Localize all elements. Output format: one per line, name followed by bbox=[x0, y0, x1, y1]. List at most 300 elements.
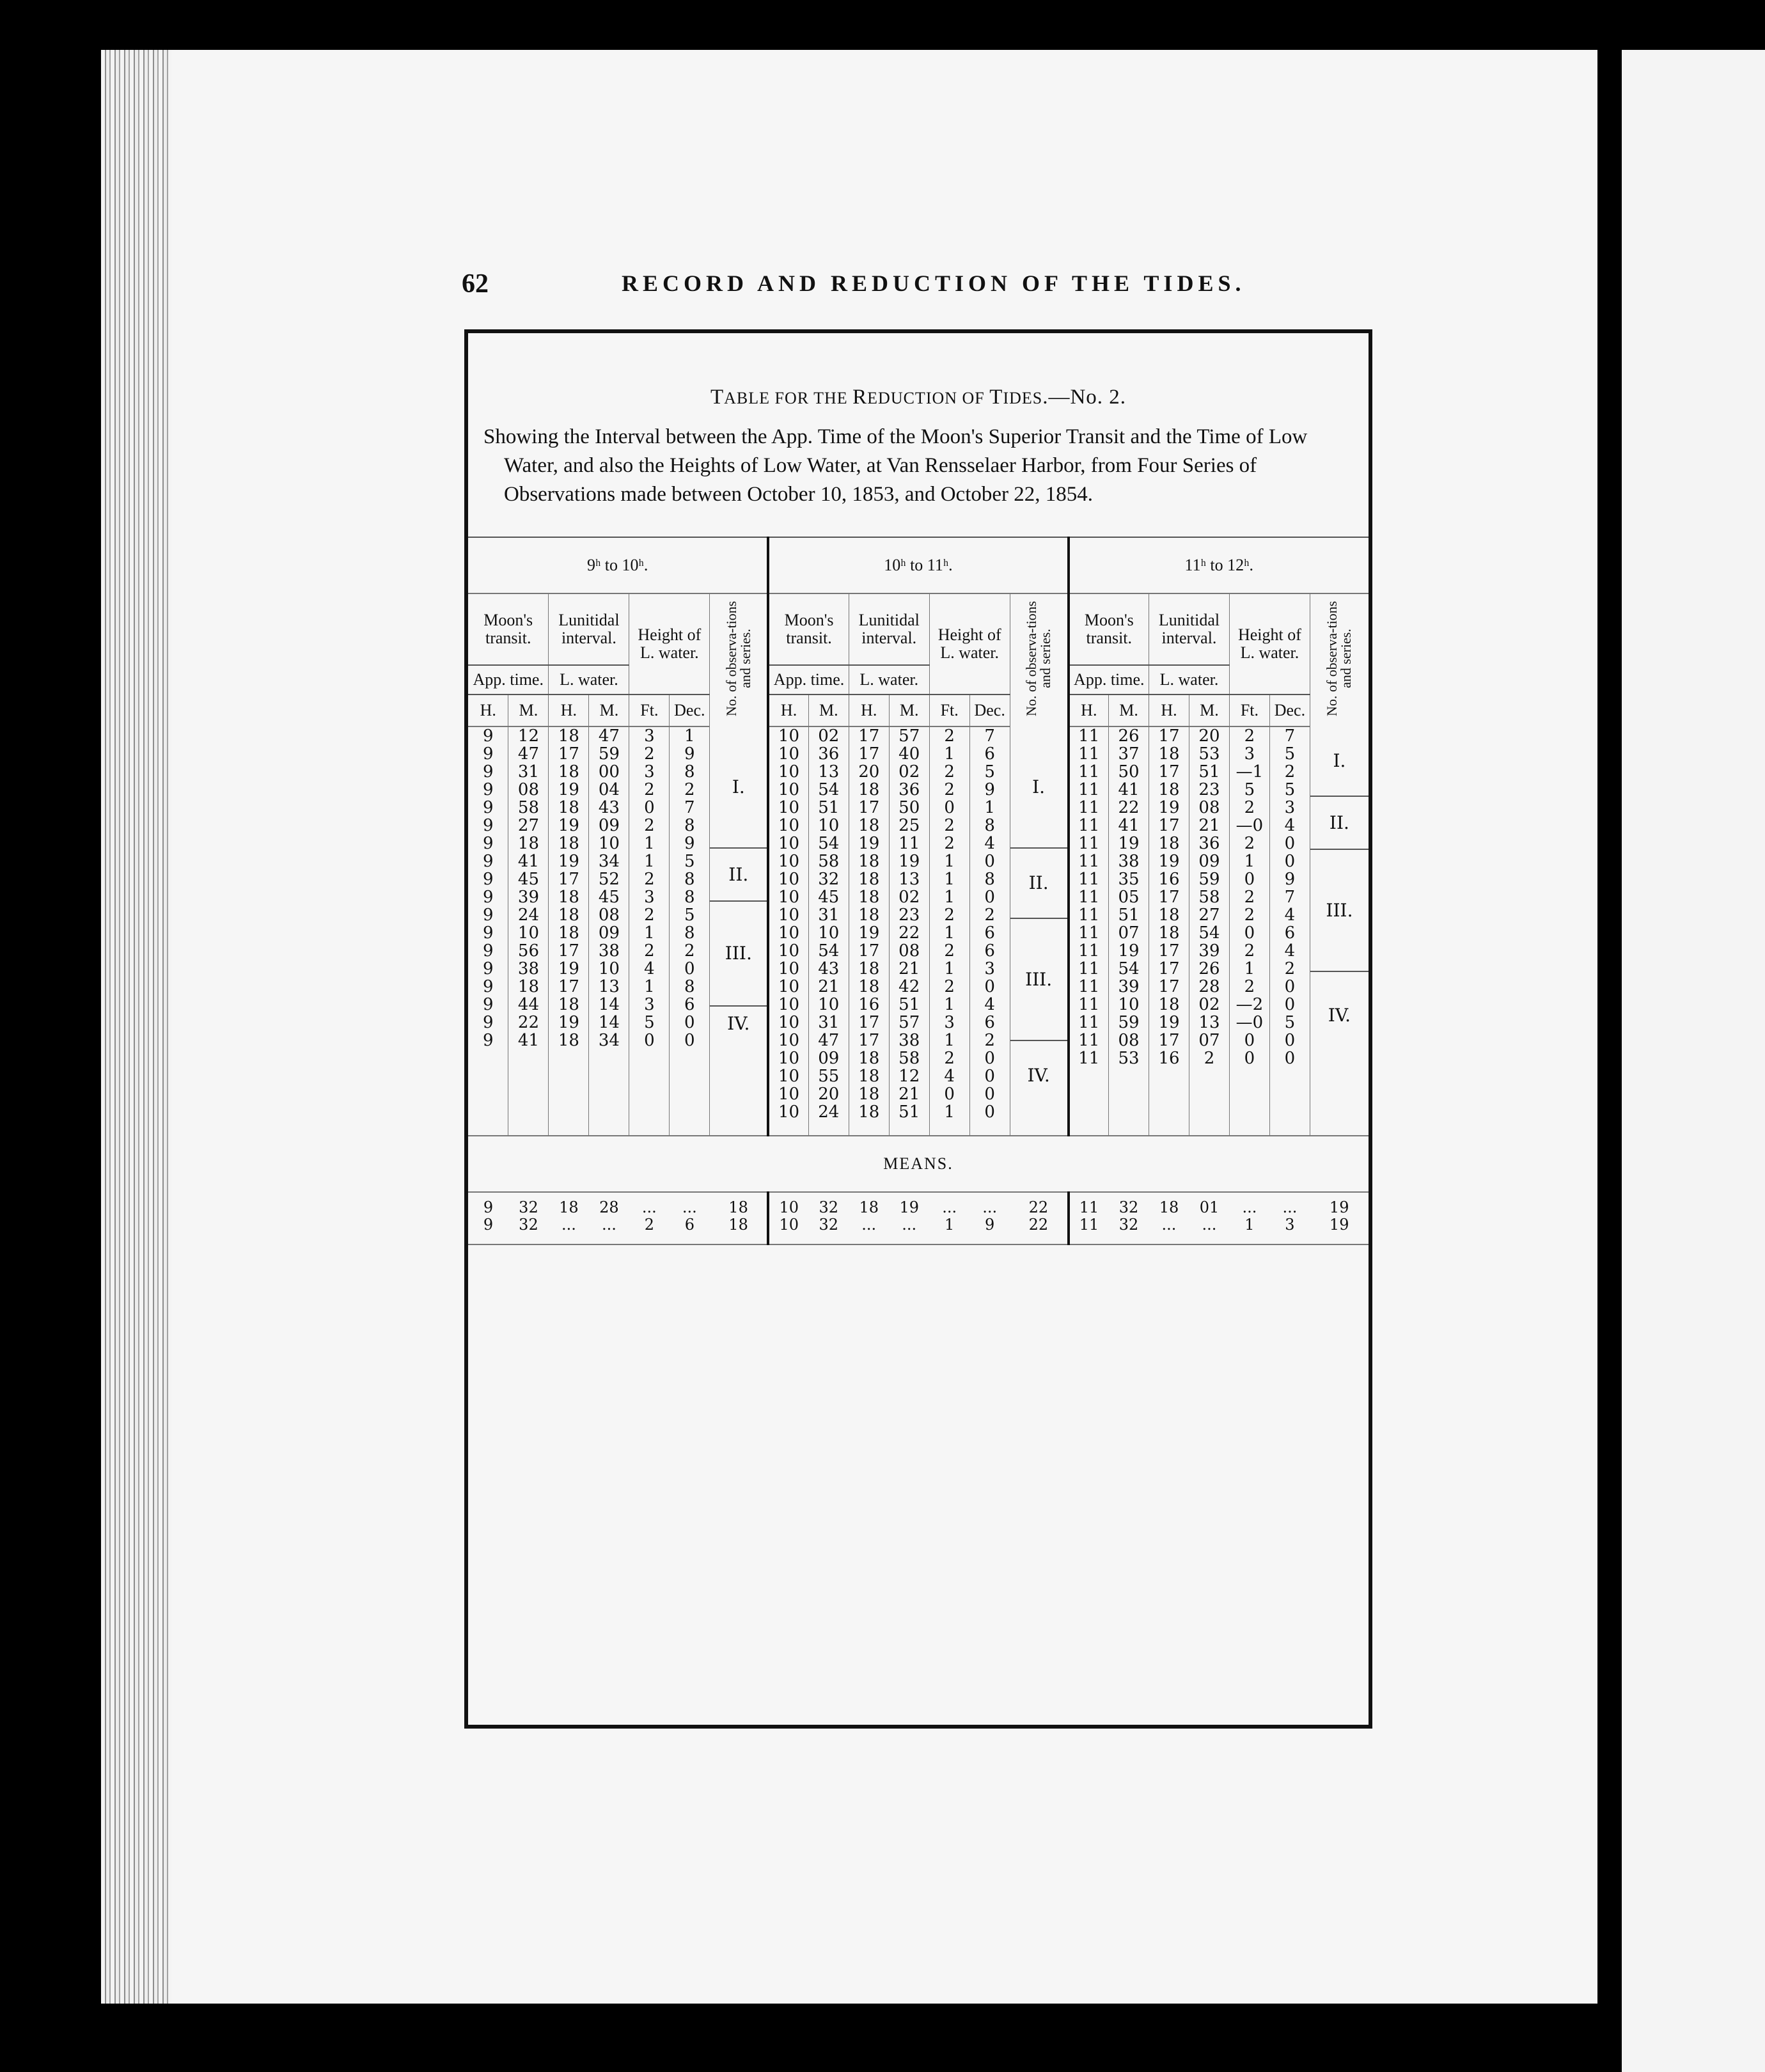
table-cell: 5 bbox=[1284, 744, 1296, 764]
table-cell: 18 bbox=[558, 762, 579, 781]
means-cell: 9 bbox=[483, 1216, 494, 1234]
table-cell: 1 bbox=[944, 1031, 955, 1050]
group-title: 9ʰ to 10ʰ. bbox=[468, 537, 768, 593]
unit-dec: Dec. bbox=[969, 695, 1010, 726]
table-cell: 9 bbox=[482, 1031, 494, 1050]
spacer bbox=[549, 1121, 589, 1136]
table-cell: 8 bbox=[684, 888, 695, 907]
table-cell: 41 bbox=[1118, 816, 1140, 835]
table-cell: 17 bbox=[858, 798, 880, 817]
table-cell: 18 bbox=[558, 1031, 579, 1050]
table-cell: 0 bbox=[1284, 995, 1296, 1014]
table-cell: 37 bbox=[1118, 744, 1140, 764]
spacer bbox=[849, 1234, 889, 1244]
table-cell: 10 bbox=[818, 995, 840, 1014]
table-cell: 22 bbox=[1118, 798, 1140, 817]
table-cell: —0 bbox=[1236, 816, 1264, 835]
table-cell: 18 bbox=[858, 906, 880, 925]
data-column bbox=[1069, 726, 1109, 1121]
table-cell: 08 bbox=[898, 941, 920, 961]
facing-page bbox=[1622, 50, 1765, 2072]
table-cell: 58 bbox=[1198, 888, 1220, 907]
table-cell: 02 bbox=[1198, 995, 1220, 1014]
data-column bbox=[768, 726, 808, 1121]
table-cell: 18 bbox=[558, 906, 579, 925]
table-cell: 3 bbox=[644, 762, 655, 781]
table-cell: 0 bbox=[1244, 923, 1255, 943]
table-caption: Showing the Interval between the App. Time of the Moon's Superior Transit and the Time of Low Water, and also the Heights of Low Water, at Van Rensselaer Harbor, from Four Series of Observations made between October 10, 1853, and October 22, 1854. bbox=[483, 425, 1308, 506]
series-label: II. bbox=[710, 847, 767, 900]
means-cell: 3 bbox=[1285, 1216, 1295, 1234]
table-cell: 10 bbox=[818, 923, 840, 943]
table-cell: 18 bbox=[558, 726, 579, 746]
spacer bbox=[1069, 1121, 1109, 1136]
data-column bbox=[549, 726, 589, 1121]
table-cell: 54 bbox=[1198, 923, 1220, 943]
unit-ft: Ft. bbox=[1229, 695, 1269, 726]
table-cell: 13 bbox=[598, 977, 620, 996]
table-cell: 1 bbox=[1244, 852, 1255, 871]
table-cell: 2 bbox=[644, 870, 655, 889]
table-cell: 11 bbox=[1078, 834, 1100, 853]
table-cell: 31 bbox=[818, 1013, 840, 1032]
table-cell: 2 bbox=[684, 941, 695, 961]
no-observations-header: No. of observa-tions and series. bbox=[1010, 593, 1068, 726]
table-cell: 34 bbox=[598, 852, 620, 871]
means-cell: ... bbox=[1242, 1198, 1257, 1216]
table-cell: 2 bbox=[1244, 906, 1255, 925]
table-frame bbox=[464, 329, 1372, 1729]
table-cell: 19 bbox=[558, 780, 579, 799]
means-cell: 18 bbox=[1159, 1198, 1179, 1216]
table-cell: 11 bbox=[1078, 870, 1100, 889]
table-cell: 41 bbox=[517, 852, 539, 871]
table-cell: 21 bbox=[1198, 816, 1220, 835]
table-cell: 17 bbox=[858, 1013, 880, 1032]
table-cell: 17 bbox=[858, 1031, 880, 1050]
table-cell: 10 bbox=[517, 923, 539, 943]
table-cell: 18 bbox=[1158, 923, 1180, 943]
table-cell: 02 bbox=[898, 762, 920, 781]
table-cell: 18 bbox=[1158, 834, 1180, 853]
data-column bbox=[670, 726, 710, 1121]
table-cell: 0 bbox=[684, 1031, 695, 1050]
table-cell: 04 bbox=[598, 780, 620, 799]
table-title: TABLE FOR THE REDUCTION OF TIDES.—No. 2. bbox=[710, 386, 1127, 409]
table-cell: 19 bbox=[558, 959, 579, 978]
table-cell: 14 bbox=[598, 1013, 620, 1032]
unit-m: M. bbox=[589, 695, 629, 726]
table-cell: 32 bbox=[818, 870, 840, 889]
table-cell: 2 bbox=[944, 762, 955, 781]
table-cell: 5 bbox=[1284, 780, 1296, 799]
table-cell: 5 bbox=[684, 852, 695, 871]
means-cell: 32 bbox=[519, 1216, 538, 1234]
table-cell: 11 bbox=[1078, 816, 1100, 835]
table-cell: 1 bbox=[944, 888, 955, 907]
table-cell: 3 bbox=[1244, 744, 1255, 764]
table-cell: 54 bbox=[818, 941, 840, 961]
table-cell: 18 bbox=[1158, 780, 1180, 799]
table-cell: 3 bbox=[1284, 798, 1296, 817]
table-cell: 2 bbox=[1244, 941, 1255, 961]
height-low-water-header: Height of L. water. bbox=[1229, 593, 1310, 695]
no-observations-header: No. of observa-tions and series. bbox=[710, 593, 769, 726]
table-cell: 19 bbox=[558, 1013, 579, 1032]
table-cell: 18 bbox=[558, 923, 579, 943]
height-low-water-header: Height of L. water. bbox=[929, 593, 1010, 695]
table-cell: 54 bbox=[1118, 959, 1140, 978]
table-cell: 4 bbox=[1284, 941, 1296, 961]
spacer bbox=[1310, 1234, 1369, 1244]
table-cell: 17 bbox=[558, 744, 579, 764]
table-cell: 39 bbox=[1118, 977, 1140, 996]
spacer bbox=[808, 1121, 849, 1136]
table-cell: 17 bbox=[1158, 726, 1180, 746]
means-cell: 18 bbox=[559, 1198, 579, 1216]
spacer bbox=[1109, 1121, 1149, 1136]
means-cell: 2 bbox=[644, 1216, 654, 1234]
data-column bbox=[1109, 726, 1149, 1121]
table-cell: 18 bbox=[517, 977, 539, 996]
table-cell: 10 bbox=[778, 941, 800, 961]
table-cell: 10 bbox=[778, 888, 800, 907]
group-title: 10ʰ to 11ʰ. bbox=[768, 537, 1068, 593]
table-cell: 17 bbox=[1158, 816, 1180, 835]
spacer bbox=[889, 1234, 929, 1244]
unit-dec: Dec. bbox=[670, 695, 710, 726]
spacer bbox=[589, 1234, 629, 1244]
series-label: II. bbox=[1010, 847, 1067, 918]
spacer bbox=[929, 1234, 969, 1244]
table-cell: 2 bbox=[684, 780, 695, 799]
table-cell: 1 bbox=[644, 852, 655, 871]
table-cell: 13 bbox=[898, 870, 920, 889]
table-cell: 4 bbox=[1284, 906, 1296, 925]
table-cell: 9 bbox=[482, 762, 494, 781]
table-cell: 6 bbox=[984, 941, 995, 961]
table-cell: 16 bbox=[1158, 1049, 1180, 1068]
means-cell: ... bbox=[1202, 1216, 1217, 1234]
means-cell: 28 bbox=[599, 1198, 619, 1216]
table-cell: 39 bbox=[517, 888, 539, 907]
table-cell: 0 bbox=[1284, 834, 1296, 853]
table-cell: 11 bbox=[1078, 1013, 1100, 1032]
table-cell: 16 bbox=[1158, 870, 1180, 889]
table-cell: 10 bbox=[778, 959, 800, 978]
table-cell: 7 bbox=[1284, 888, 1296, 907]
spacer bbox=[629, 1234, 670, 1244]
table-cell: 07 bbox=[1118, 923, 1140, 943]
table-cell: 11 bbox=[1078, 923, 1100, 943]
table-cell: 11 bbox=[1078, 959, 1100, 978]
data-column bbox=[889, 726, 929, 1121]
spacer bbox=[1069, 1234, 1109, 1244]
spacer bbox=[549, 1234, 589, 1244]
table-cell: 42 bbox=[898, 977, 920, 996]
table-cell: 10 bbox=[778, 870, 800, 889]
table-cell: 1 bbox=[944, 959, 955, 978]
table-cell: 8 bbox=[684, 923, 695, 943]
table-cell: 20 bbox=[858, 762, 880, 781]
table-cell: 10 bbox=[598, 834, 620, 853]
table-cell: 51 bbox=[1118, 906, 1140, 925]
table-cell: 6 bbox=[984, 923, 995, 943]
means-cell: 1 bbox=[945, 1216, 955, 1234]
unit-m: M. bbox=[889, 695, 929, 726]
table-cell: 16 bbox=[858, 995, 880, 1014]
table-cell: 0 bbox=[984, 1049, 995, 1068]
table-cell: 5 bbox=[644, 1013, 655, 1032]
table-cell: 17 bbox=[1158, 762, 1180, 781]
spacer bbox=[849, 1121, 889, 1136]
spacer bbox=[969, 1234, 1010, 1244]
means-cell: 19 bbox=[899, 1198, 919, 1216]
table-cell: 11 bbox=[1078, 977, 1100, 996]
table-cell: 0 bbox=[684, 959, 695, 978]
unit-dec: Dec. bbox=[1269, 695, 1310, 726]
table-cell: 10 bbox=[778, 1031, 800, 1050]
table-cell: 59 bbox=[1198, 870, 1220, 889]
table-cell: 9 bbox=[482, 1013, 494, 1032]
table-cell: 1 bbox=[644, 923, 655, 943]
table-cell: 1 bbox=[1244, 959, 1255, 978]
table-cell: 43 bbox=[598, 798, 620, 817]
means-cell: 32 bbox=[1118, 1198, 1139, 1216]
table-cell: 45 bbox=[598, 888, 620, 907]
series-label: IV. bbox=[1310, 971, 1369, 1058]
table-cell: —2 bbox=[1236, 995, 1264, 1014]
table-cell: 0 bbox=[1284, 1031, 1296, 1050]
table-cell: 51 bbox=[818, 798, 840, 817]
table-cell: 08 bbox=[1198, 798, 1220, 817]
table-cell: 6 bbox=[684, 995, 695, 1014]
table-cell: 57 bbox=[898, 1013, 920, 1032]
spacer bbox=[929, 1121, 969, 1136]
table-cell: 3 bbox=[644, 726, 655, 746]
table-cell: 11 bbox=[1078, 762, 1100, 781]
table-cell: 18 bbox=[558, 798, 579, 817]
spacer bbox=[1229, 1234, 1269, 1244]
table-cell: 7 bbox=[984, 726, 995, 746]
table-cell: 3 bbox=[644, 888, 655, 907]
table-cell: 2 bbox=[1284, 959, 1296, 978]
means-cell: ... bbox=[942, 1198, 957, 1216]
spacer bbox=[1149, 1121, 1189, 1136]
spacer bbox=[1189, 1234, 1229, 1244]
table-cell: 09 bbox=[598, 816, 620, 835]
table-cell: 9 bbox=[482, 780, 494, 799]
table-cell: 51 bbox=[1198, 762, 1220, 781]
table-cell: 6 bbox=[984, 744, 995, 764]
table-cell: 2 bbox=[984, 906, 995, 925]
lunitidal-interval-header: Lunitidal interval. bbox=[849, 593, 929, 665]
page-edges bbox=[101, 50, 171, 2004]
table-cell: 1 bbox=[684, 726, 695, 746]
table-cell: 9 bbox=[482, 995, 494, 1014]
table-cell: 10 bbox=[778, 1049, 800, 1068]
table-cell: 9 bbox=[684, 834, 695, 853]
table-cell: 51 bbox=[898, 1103, 920, 1122]
data-column bbox=[508, 726, 549, 1121]
means-cell: ... bbox=[982, 1198, 998, 1216]
table-cell: 8 bbox=[684, 977, 695, 996]
table-cell: 0 bbox=[1244, 1031, 1255, 1050]
means-cell: 11 bbox=[1069, 1192, 1109, 1216]
means-cell: 6 bbox=[684, 1216, 694, 1234]
means-cell: ... bbox=[601, 1216, 616, 1234]
table-cell: 19 bbox=[858, 923, 880, 943]
table-cell: 9 bbox=[482, 726, 494, 746]
table-cell: 9 bbox=[482, 959, 494, 978]
means-cell: ... bbox=[861, 1216, 877, 1234]
table-cell: 53 bbox=[1198, 744, 1220, 764]
table-cell: 8 bbox=[984, 870, 995, 889]
table-cell: 10 bbox=[778, 726, 800, 746]
unit-h: H. bbox=[1069, 695, 1109, 726]
table-cell: 17 bbox=[1158, 941, 1180, 961]
table-cell: 45 bbox=[517, 870, 539, 889]
table-cell: 54 bbox=[818, 834, 840, 853]
table-cell: 1 bbox=[944, 995, 955, 1014]
table-cell: 9 bbox=[482, 906, 494, 925]
table-cell: 50 bbox=[1118, 762, 1140, 781]
table-cell: 1 bbox=[944, 744, 955, 764]
means-cell: 18 bbox=[728, 1198, 748, 1216]
table-cell: —1 bbox=[1236, 762, 1264, 781]
table-cell: 1 bbox=[644, 977, 655, 996]
table-cell: 13 bbox=[818, 762, 840, 781]
app-time-header: App. time. bbox=[468, 665, 549, 695]
table-cell: 2 bbox=[644, 744, 655, 764]
table-cell: 36 bbox=[1198, 834, 1220, 853]
table-cell: 11 bbox=[1078, 888, 1100, 907]
spacer bbox=[768, 1234, 808, 1244]
table-cell: 17 bbox=[558, 977, 579, 996]
table-cell: 9 bbox=[482, 977, 494, 996]
table-cell: 35 bbox=[1118, 870, 1140, 889]
moons-transit-header: Moon's transit. bbox=[768, 593, 849, 665]
spacer bbox=[1229, 1121, 1269, 1136]
means-cell: ... bbox=[682, 1198, 697, 1216]
table-cell: 5 bbox=[684, 906, 695, 925]
table-cell: 10 bbox=[778, 1067, 800, 1086]
table-cell: 59 bbox=[1118, 1013, 1140, 1032]
table-cell: 18 bbox=[858, 1085, 880, 1104]
table-cell: 28 bbox=[1198, 977, 1220, 996]
l-water-header: L. water. bbox=[849, 665, 929, 695]
table-cell: 53 bbox=[1118, 1049, 1140, 1068]
running-head bbox=[462, 269, 1255, 313]
table-cell: 10 bbox=[778, 762, 800, 781]
table-cell: 9 bbox=[482, 941, 494, 961]
table-cell: 2 bbox=[1244, 834, 1255, 853]
means-cell: ... bbox=[902, 1216, 917, 1234]
means-cell: 11 bbox=[1069, 1216, 1109, 1234]
table-cell: 18 bbox=[858, 1067, 880, 1086]
table-cell: 3 bbox=[644, 995, 655, 1014]
data-column bbox=[969, 726, 1010, 1121]
table-cell: 55 bbox=[818, 1067, 840, 1086]
spacer bbox=[889, 1121, 929, 1136]
table-cell: 19 bbox=[898, 852, 920, 871]
table-cell: 38 bbox=[517, 959, 539, 978]
table-cell: 18 bbox=[558, 834, 579, 853]
means-cell: ... bbox=[641, 1198, 657, 1216]
table-cell: 2 bbox=[944, 726, 955, 746]
table-cell: 2 bbox=[644, 780, 655, 799]
table-cell: 5 bbox=[984, 762, 995, 781]
spacer bbox=[1269, 1121, 1310, 1136]
unit-m: M. bbox=[1189, 695, 1229, 726]
table-cell: 17 bbox=[858, 744, 880, 764]
table-cell: 18 bbox=[858, 888, 880, 907]
table-cell: 11 bbox=[1078, 1049, 1100, 1068]
l-water-header: L. water. bbox=[549, 665, 629, 695]
data-column bbox=[1229, 726, 1269, 1121]
table-cell: 19 bbox=[558, 852, 579, 871]
table-cell: 26 bbox=[1118, 726, 1140, 746]
table-cell: 18 bbox=[558, 888, 579, 907]
series-label: I. bbox=[732, 776, 745, 797]
data-column bbox=[629, 726, 670, 1121]
table-cell: 38 bbox=[898, 1031, 920, 1050]
data-column bbox=[468, 726, 508, 1121]
table-cell: 45 bbox=[818, 888, 840, 907]
table-cell: 20 bbox=[818, 1085, 840, 1104]
table-cell: 4 bbox=[1284, 816, 1296, 835]
table-cell: 08 bbox=[598, 906, 620, 925]
table-cell: 10 bbox=[778, 1103, 800, 1122]
table-cell: 18 bbox=[1158, 744, 1180, 764]
table-cell: 2 bbox=[944, 816, 955, 835]
series-label: I. bbox=[1333, 750, 1346, 771]
data-column bbox=[929, 726, 969, 1121]
table-cell: 4 bbox=[644, 959, 655, 978]
table-cell: 1 bbox=[944, 852, 955, 871]
table-cell: 02 bbox=[818, 726, 840, 746]
table-cell: 17 bbox=[1158, 959, 1180, 978]
spacer bbox=[629, 1121, 670, 1136]
table-cell: 2 bbox=[1284, 762, 1296, 781]
table-cell: 43 bbox=[818, 959, 840, 978]
tides-table bbox=[468, 537, 1369, 1245]
table-cell: 9 bbox=[1284, 870, 1296, 889]
data-column bbox=[1149, 726, 1189, 1121]
means-cell: 32 bbox=[819, 1216, 839, 1234]
means-cell: 10 bbox=[768, 1216, 808, 1234]
series-label: II. bbox=[1310, 796, 1369, 849]
data-column bbox=[849, 726, 889, 1121]
data-column bbox=[808, 726, 849, 1121]
table-cell: 9 bbox=[984, 780, 995, 799]
table-cell: 0 bbox=[1284, 1049, 1296, 1068]
table-cell: 23 bbox=[898, 906, 920, 925]
table-cell: 11 bbox=[1078, 798, 1100, 817]
table-cell: 11 bbox=[898, 834, 920, 853]
table-cell: —0 bbox=[1236, 1013, 1264, 1032]
table-cell: 10 bbox=[778, 744, 800, 764]
table-cell: 7 bbox=[684, 798, 695, 817]
l-water-header: L. water. bbox=[1149, 665, 1230, 695]
table-cell: 9 bbox=[482, 834, 494, 853]
table-cell: 27 bbox=[517, 816, 539, 835]
table-cell: 19 bbox=[858, 834, 880, 853]
series-label: IV. bbox=[710, 1005, 767, 1041]
unit-h: H. bbox=[468, 695, 508, 726]
table-cell: 18 bbox=[517, 834, 539, 853]
table-cell: 5 bbox=[1244, 780, 1255, 799]
